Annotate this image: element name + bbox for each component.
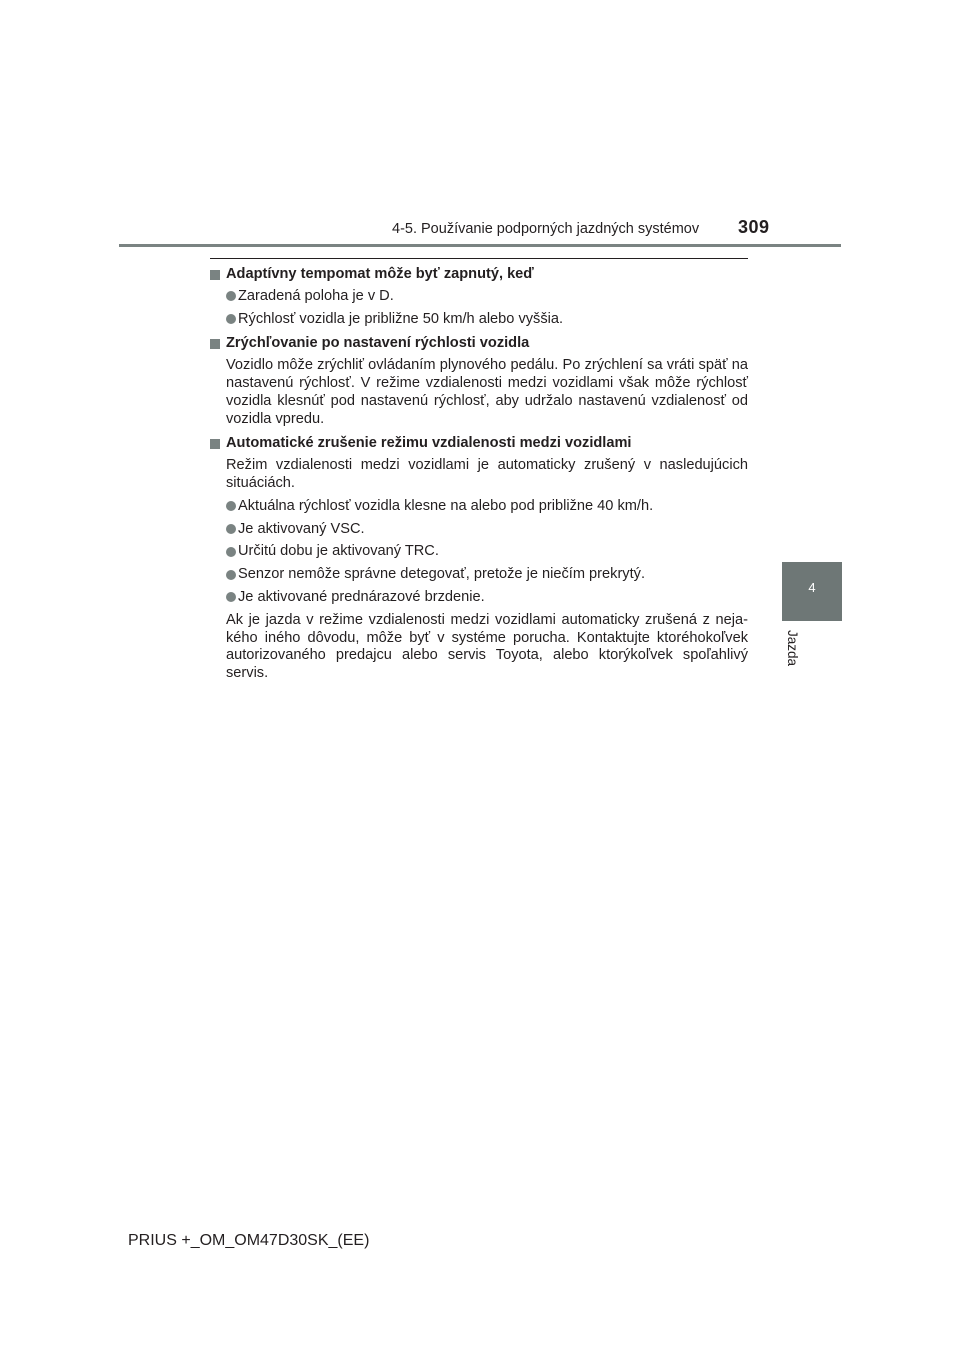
list-item-text: Je aktivovaný VSC. [238,520,365,537]
circle-bullet-icon [226,570,236,580]
heading-text: Automatické zrušenie režimu vzdialenosti medzi vozidlami [226,435,632,452]
section-heading [210,335,748,353]
circle-bullet-icon [226,547,236,557]
main-content [210,266,748,688]
circle-bullet-icon [226,501,236,511]
document-code: PRIUS +_OM_OM47D30SK_(EE) [128,1232,370,1249]
square-bullet-icon [210,270,220,280]
list-item-text: Zaradená poloha je v D. [238,287,394,304]
list-item [226,543,748,561]
list-item [226,288,748,306]
section-heading [210,266,748,284]
section-heading [210,435,748,453]
list-item-text: Senzor nemôže správne detegovať, pretože je niečím prekrytý. [238,566,646,583]
heading-text: Zrýchľovanie po nastavení rýchlosti vozidla [226,335,530,352]
chapter-label: Jazda [785,630,800,667]
circle-bullet-icon [226,592,236,602]
paragraph: Vozidlo môže zrýchliť ovládaním plynového pedálu. Po zrýchlení sa vráti späť na nastavenú rýchlosť. V režime vzdialenosti medzi vozidlami však môže rýchlosť vozidla klesnúť pod nastavenú rýchlosť, aby udržalo nastavenú vzdialenosť od vozidla vpredu. [226,357,748,427]
square-bullet-icon [210,339,220,349]
list-item-text: Určitú dobu je aktivovaný TRC. [238,543,439,560]
list-item [226,311,748,329]
list-item [226,498,748,516]
list-item [226,589,748,607]
list-item-text: Je aktivované prednárazové brzdenie. [238,588,485,605]
paragraph: Ak je jazda v režime vzdialenosti medzi vozidlami automaticky zrušená z nejakého iného dôvodu, môže byť v systéme porucha. Kontaktujte ktoréhokoľvek autorizovaného predajcu alebo servis Toyota, alebo ktorýkoľvek spoľahlivý servis. [226,611,748,682]
list-item [226,566,748,584]
header-divider [119,244,841,247]
list-item [226,521,748,539]
section-divider [210,258,748,259]
circle-bullet-icon [226,314,236,324]
chapter-tab [782,562,842,621]
square-bullet-icon [210,439,220,449]
circle-bullet-icon [226,524,236,534]
chapter-number: 4 [808,580,816,595]
heading-text: Adaptívny tempomat môže byť zapnutý, keď [226,266,534,282]
section-title: 4-5. Používanie podporných jazdných systémov [392,221,700,237]
paragraph: Režim vzdialenosti medzi vozidlami je automaticky zrušený v nasledujúcich situáciách. [226,457,748,491]
page-number: 309 [738,217,770,237]
list-item-text: Rýchlosť vozidla je približne 50 km/h alebo vyššia. [238,310,564,327]
circle-bullet-icon [226,291,236,301]
list-item-text: Aktuálna rýchlosť vozidla klesne na alebo pod približne 40 km/h. [238,497,654,514]
